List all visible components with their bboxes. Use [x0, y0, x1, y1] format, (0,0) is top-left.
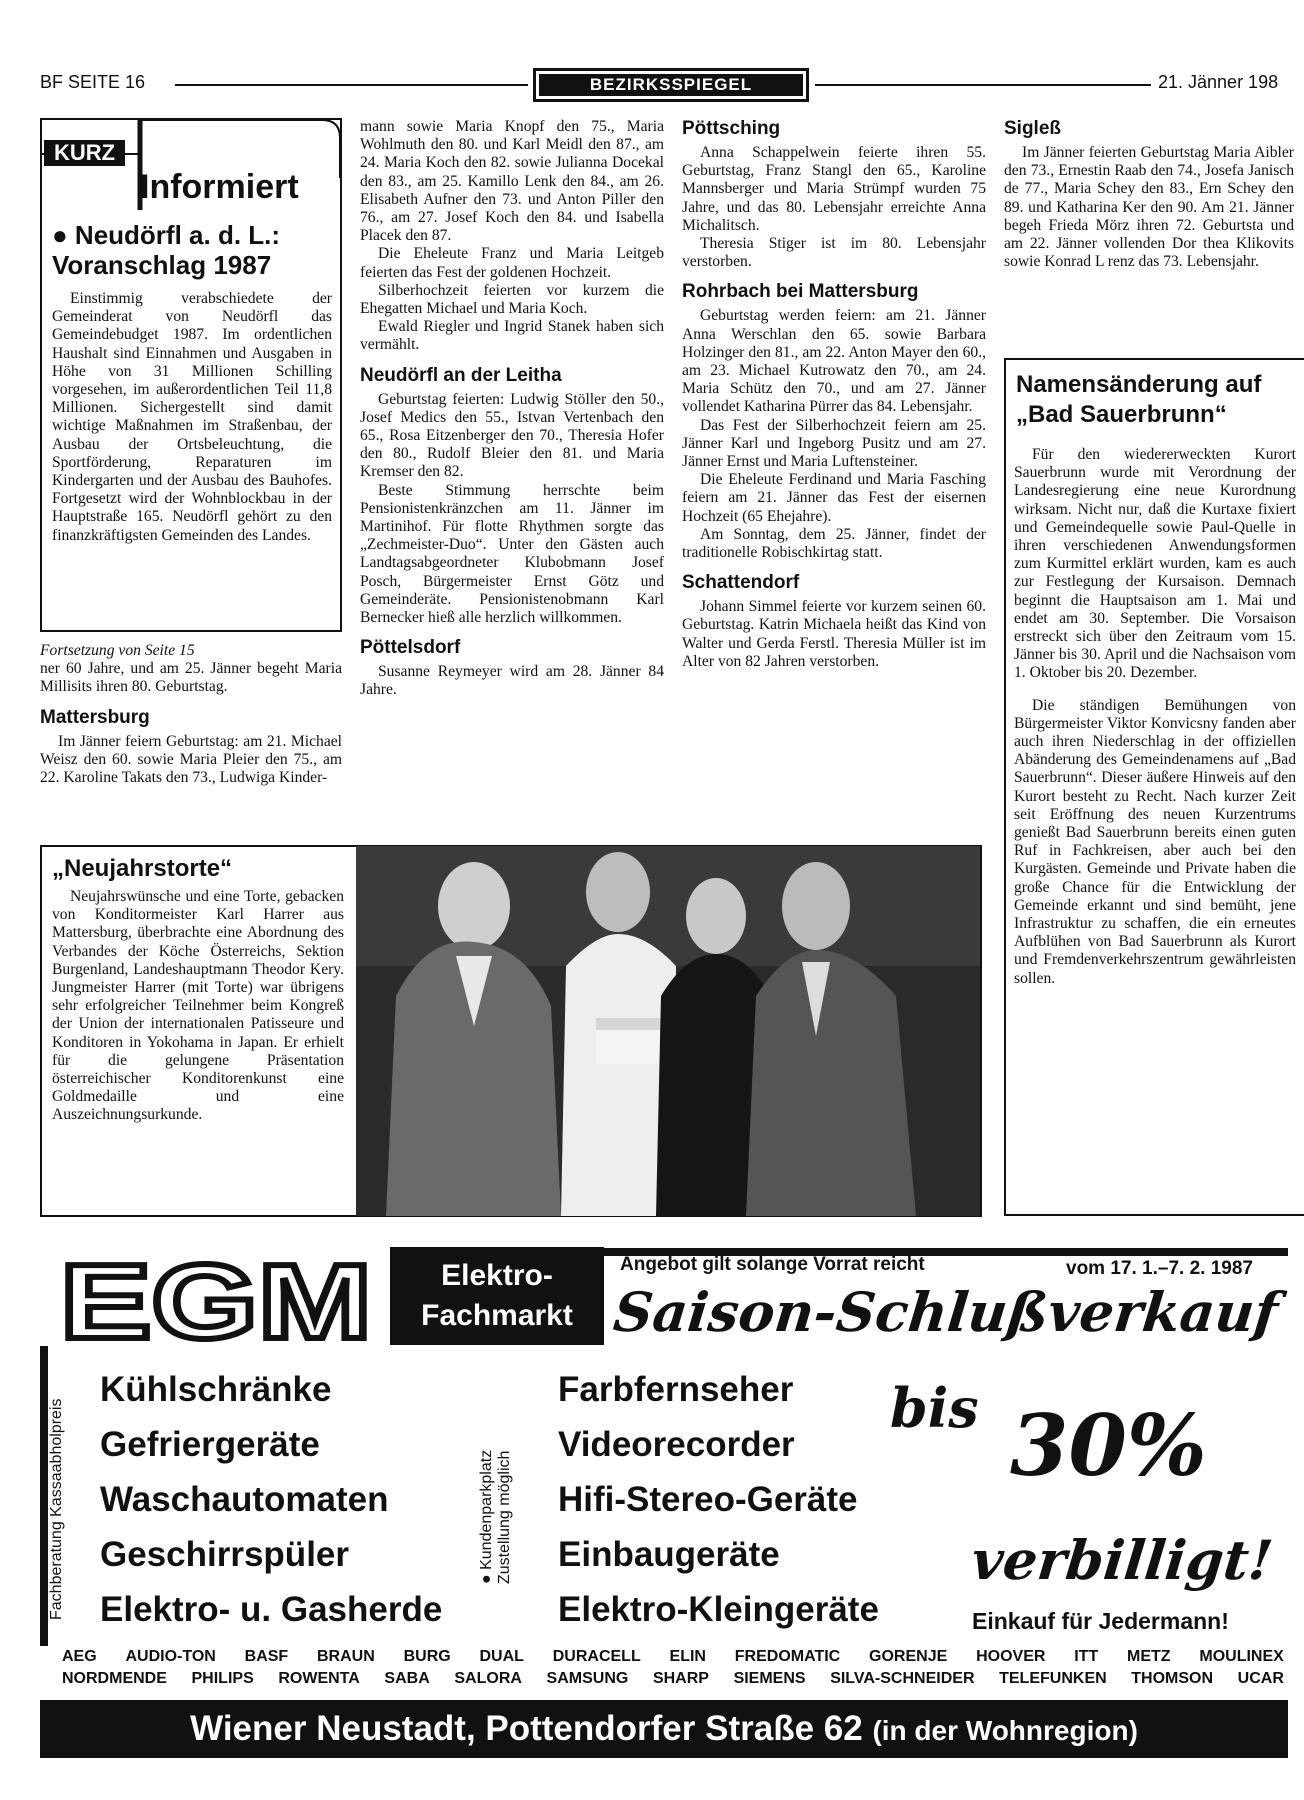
mattersburg-text: Im Jänner feiern Geburtstag: am 21. Michael Weisz den 60. sowie Maria Pleier den 75., am 22. Karoline Takats den 73., Ludwiga Kinder-	[40, 732, 342, 787]
brand-name: DUAL	[479, 1648, 524, 1665]
brand-name: SALORA	[454, 1670, 522, 1687]
ad-brand-list	[62, 1646, 1284, 1690]
col3-para-3: Geburtstag werden feiern: am 21. Jänner Anna Werschlan den 65. sowie Barbara Holzinger den 81., am 22. Anton Mayer den 60., am 23. Michael Kutrowatz den 70., am 24. Maria Schütz den 70., und am 27. Jänner vollendet Katharina Pürrer das 84. Lebensjahr.	[682, 307, 986, 416]
col3-para-1: Anna Schappelwein feierte ihren 55. Geburtstag, Franz Stangl den 65., Karoline Mannsberger und Maria Strümpf wurden 75 Jahre, und das 80. Lebensjahr erreichte Anna Michalitsch.	[682, 144, 986, 234]
product-item: Kühlschränke	[100, 1370, 332, 1409]
neujahrstorte-headline: „Neujahrstorte“	[52, 855, 233, 882]
col2-para-5: Geburtstag feierten: Ludwig Stöller den 50., Josef Medics den 55., Istvan Vertenbach den 65., Rosa Eitzenberger den 70., Theresia Hofer den 80., Rudolf Bleier den 81. und Maria Kremser den 82.	[360, 390, 664, 481]
brand-name: ELIN	[669, 1648, 706, 1665]
ad-discount-percent: 30%	[1010, 1396, 1207, 1495]
brand-name: AUDIO-TON	[125, 1648, 216, 1665]
heading-poettsching: Pöttsching	[682, 118, 781, 139]
product-item: Einbaugeräte	[558, 1535, 780, 1574]
page-number: BF SEITE 16	[40, 72, 146, 92]
heading-poettelsdorf: Pöttelsdorf	[360, 637, 461, 659]
brand-name: DURACELL	[552, 1648, 641, 1665]
header-rule-left	[175, 84, 528, 86]
ad-address-bar	[40, 1700, 1288, 1758]
article-body-neudoerfl	[52, 290, 332, 545]
brand-row	[62, 1646, 1284, 1668]
header-rule-right	[815, 84, 1151, 86]
ad-period: vom 17. 1.–7. 2. 1987	[1066, 1258, 1253, 1279]
ad-product-list-right	[558, 1362, 879, 1637]
neujahrstorte-paragraph: Neujahrswünsche und eine Torte, gebacken von Konditormeister Karl Harrer aus Mattersburg, überbrachte eine Abordnung des Verbandes der Köche Österreichs, Sektion Burgenland, Landeshauptmann Theodor Kery. Jungmeister Harrer (mit Torte) war übrigens sehr erfolgreicher Teilnehmer beim Kongreß der Union der internationalen Patisseure und Konditoren in Yokohama in Japan. Er erhielt für die gelungene Präsentation österreichischer Konditorenkunst eine Goldmedaille und eine Auszeichnungsurkunde.	[52, 888, 344, 1124]
brand-name: BRAUN	[317, 1648, 375, 1665]
product-item: Farbfernseher	[558, 1370, 794, 1409]
neujahrstorte-body	[52, 888, 344, 1125]
brand-row	[62, 1668, 1284, 1690]
ad-bis: bis	[890, 1376, 979, 1440]
namensaenderung-body	[1014, 446, 1296, 988]
section-title: BEZIRKSSPIEGEL	[539, 74, 803, 96]
brand-name: SILVA-SCHNEIDER	[830, 1670, 975, 1687]
ad-einkauf: Einkauf für Jedermann!	[972, 1608, 1229, 1634]
photo-illustration	[356, 846, 980, 1216]
product-item: Videorecorder	[558, 1425, 795, 1464]
brand-name: MOULINEX	[1199, 1648, 1284, 1665]
brand-name: SABA	[384, 1670, 430, 1687]
product-item: Geschirrspüler	[100, 1535, 349, 1574]
egm-logo-text: EGM	[60, 1248, 372, 1346]
col2-para-6: Beste Stimmung herrschte beim Pensionistenkränzchen am 11. Jänner im Martinihof. Für flotte Rhythmen sorgte das „Zechmeister-Duo“. Unter den Gästen auch Landtagsabgeordneter Klubobmann Josef Posch, Bürgermeister Ernst Götz und Gemeinderäte. Pensionistenobmann Karl Bernecker hieß alle herzlich willkommen.	[360, 481, 664, 627]
product-item: Waschautomaten	[100, 1480, 389, 1519]
namens-para-2: Die ständigen Bemühungen von Bürgermeister Viktor Konvicsny fanden aber auch ihren Niederschlag in der offiziellen Abänderung des Gemeindenamens auf „Bad Sauerbrunn“. Dieser äußere Hinweis auf den Kurort besteht zu Recht. Nach kurzer Zeit seit Eröffnung des neuen Kurzentrums genießt Bad Sauerbrunn bereits einen guten Ruf in Fachkreisen, aber auch bei den Kurgästen. Gemeinde und Private haben die große Chance für die Entwicklung der Gemeinde erkannt und sind bemüht, jene Infrastruktur zu schaffen, die ein erneutes Aufblühen von Bad Sauerbrunn als Kurort und Fremdenverkehrszentrum gewährleisten sollen.	[1014, 696, 1296, 987]
brand-name: PHILIPS	[191, 1670, 254, 1687]
col3-para-2: Theresia Stiger ist im 80. Lebensjahr verstorben.	[682, 235, 986, 271]
col2-para-4: Ewald Riegler und Ingrid Stanek haben sich vermählt.	[360, 318, 664, 354]
issue-date: 21. Jänner 198	[1158, 72, 1279, 92]
product-item: Elektro- u. Gasherde	[100, 1590, 443, 1629]
brand-name: TELEFUNKEN	[999, 1670, 1107, 1687]
column-2	[360, 118, 664, 700]
brand-name: SAMSUNG	[546, 1670, 629, 1687]
group-photo	[356, 846, 980, 1216]
col2-para-1: mann sowie Maria Knopf den 75., Maria Wohlmuth den 80. und Karl Meidl den 87., am 24. Maria Koch den 82. sowie Julianna Docekal den 83., am 25. Kamillo Lenk den 84., am 26. Elisabeth Aufner den 73. und Anton Piller den 76., am 27. Josef Koch den 84. und Isabella Placek den 87.	[360, 118, 664, 245]
brand-name: GORENJE	[869, 1648, 948, 1665]
brand-name: BASF	[244, 1648, 289, 1665]
product-item: Hifi-Stereo-Geräte	[558, 1480, 858, 1519]
heading-sigless: Sigleß	[1004, 118, 1062, 139]
brand-name: ROWENTA	[278, 1670, 360, 1687]
product-item: Elektro-Kleingeräte	[558, 1590, 879, 1629]
egm-logo	[40, 1248, 390, 1346]
ad-verbilligt: verbilligt!	[968, 1528, 1276, 1592]
elektro-fachmarkt-badge	[390, 1247, 604, 1345]
delivery-note: Zustellung möglich	[496, 1450, 513, 1584]
col3-para-4: Das Fest der Silberhochzeit feiern am 25. Jänner Karl und Ingeborg Pusitz und am 27. Jänner Ernst und Maria Luftensteiner.	[682, 416, 986, 471]
ad-address-note: (in der Wohnregion)	[872, 1715, 1138, 1746]
col2-para-3: Silberhochzeit feierten vor kurzem die Ehegatten Michael und Maria Koch.	[360, 281, 664, 318]
article-headline-neudoerfl: ● Neudörfl a. d. L.: Voranschlag 1987	[52, 220, 281, 280]
col3-para-7: Johann Simmel feierte vor kurzem seinen 60. Geburtstag. Katrin Michaela heißt das Kind von Walter und Gerda Ferstl. Theresia Müller ist im Alter von 82 Jahren verstorben.	[682, 598, 986, 670]
elektro-line-2: Fachmarkt	[421, 1299, 573, 1332]
ad-saison-headline: Saison-Schlußverkauf	[610, 1280, 1281, 1344]
heading-rohrbach: Rohrbach bei Mattersburg	[682, 281, 919, 303]
ad-address: Wiener Neustadt, Pottendorfer Straße 62	[190, 1709, 863, 1748]
ad-offer-note: Angebot gilt solange Vorrat reicht	[620, 1254, 925, 1275]
parking-note: ● Kundenparkplatz	[478, 1449, 495, 1584]
brand-name: THOMSON	[1131, 1670, 1214, 1687]
product-item: Gefriergeräte	[100, 1425, 320, 1464]
brand-name: SHARP	[652, 1670, 709, 1687]
col3-para-5: Die Eheleute Ferdinand und Maria Fasching feiern am 21. Jänner das Fest der eisernen Hochzeit (65 Ehejahre).	[682, 471, 986, 525]
heading-neudoerfl-leitha: Neudörfl an der Leitha	[360, 364, 562, 386]
brand-name: BURG	[403, 1648, 451, 1665]
continued-article	[40, 642, 342, 787]
brand-name: SIEMENS	[733, 1670, 806, 1687]
heading-mattersburg: Mattersburg	[40, 706, 150, 728]
column-3	[682, 118, 986, 671]
col4-para-1: Im Jänner feierten Geburtstag Maria Aibler den 73., Ernestin Raab den 74., Josefa Janisch de 77., Maria Schey den 83., Ern Schey den 89. und Katharina Ker den 90. Am 21. Jänner begeh Frieda Mörz ihren 72. Geburtsta und am 22. Jänner vollenden Dor thea Klikovits sowie Konrad L renz das 73. Lebensjahr.	[1004, 144, 1294, 271]
col3-para-6: Am Sonntag, dem 25. Jänner, findet der traditionelle Robischkirtag statt.	[682, 525, 986, 562]
col2-para-7: Susanne Reymeyer wird am 28. Jänner 84 Jahre.	[360, 663, 664, 699]
brand-name: NORDMENDE	[62, 1670, 167, 1687]
col2-para-2: Die Eheleute Franz und Maria Leitgeb feierten das Fest der goldenen Hochzeit.	[360, 245, 664, 281]
continued-text: ner 60 Jahre, und am 25. Jänner begeht Maria Millisits ihren 80. Geburtstag.	[40, 660, 342, 696]
brand-name: AEG	[62, 1648, 97, 1665]
ad-side-note-left: Fachberatung Kassaabholpreis	[48, 1398, 65, 1620]
continued-caption: Fortsetzung von Seite 15	[40, 642, 195, 659]
elektro-line-1: Elektro-	[441, 1259, 553, 1292]
ad-product-list-left	[100, 1362, 442, 1637]
heading-schattendorf: Schattendorf	[682, 572, 800, 594]
namens-para-1: Für den wiedererweckten Kurort Sauerbrunn wurde mit Verordnung der Landesregierung eine neue Kurordnung wirksam. Nicht nur, daß die Kurtaxe fixiert und Gemeindequelle sowie Paul-Quelle in ihren verschiedenen Anwendungsformen zum Kurmittel erklärt wurden, kam es auch zur Festlegung der Kursaison. Demnach beginnt die Hauptsaison am 1. Mai und endet am 30. September. Die Vorsaison erstreckt sich über den Zeitraum vom 15. Jänner bis 30. April und die Nachsaison vom 1. Oktober bis 20. Dezember.	[1014, 446, 1296, 682]
section-banner	[533, 68, 809, 102]
brand-name: ITT	[1074, 1648, 1099, 1665]
column-4	[1004, 118, 1294, 271]
namensaenderung-headline: Namensänderung auf „Bad Sauerbrunn“	[1016, 371, 1262, 428]
informiert-title: Informiert	[140, 168, 299, 206]
brand-name: FREDOMATIC	[734, 1648, 841, 1665]
ad-side-note-middle	[478, 1450, 514, 1584]
article-paragraph: Einstimmig verabschiedete der Gemeinderat von Neudörfl das Gemeindebudget 1987. Im ordentlichen Haushalt sind Einnahmen und Ausgaben in Höhe von 31 Millionen Schilling vorgesehen, im außerordentlichen Teil 11,8 Millionen. Sichergestellt sind damit wichtige Maßnahmen im Straßenbau, der Ausbau der Ortsbeleuchtung, die Sportförderung, Reparaturen im Kindergarten und der Ausbau des Bauhofes. Fortgesetzt wird der Wohnblockbau in der Hauptstraße 165. Neudörfl gehört zu den finanzkräftigsten Gemeinden des Landes.	[52, 290, 332, 544]
brand-name: HOOVER	[976, 1648, 1046, 1665]
brand-name: UCAR	[1237, 1670, 1284, 1687]
brand-name: METZ	[1127, 1648, 1171, 1665]
kurz-label: KURZ	[44, 140, 125, 166]
